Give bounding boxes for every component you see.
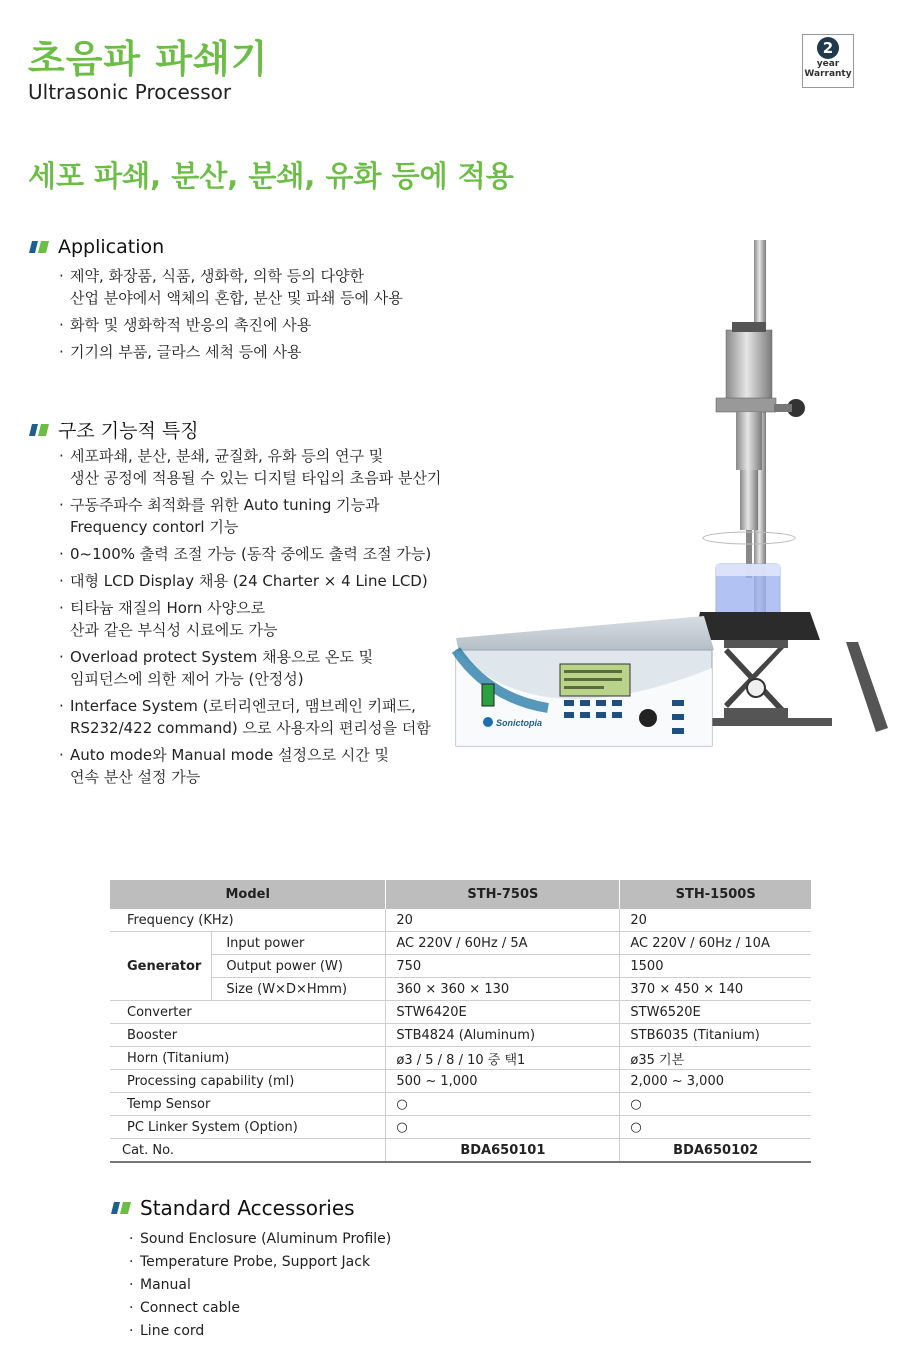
row-label: Frequency (KHz)	[110, 909, 386, 932]
features-heading-text: 구조 기능적 특징	[58, 420, 199, 442]
section-mark-icon	[28, 240, 50, 254]
page-title-english: Ultrasonic Processor	[28, 80, 232, 104]
cell-value: AC 220V / 60Hz / 10A	[620, 932, 811, 955]
row-label: Converter	[110, 1001, 386, 1024]
application-item: · 제약, 화장품, 식품, 생화학, 의학 등의 다양한 산업 분야에서 액체의 혼합, 분산 및 파쇄 등에 사용	[56, 265, 436, 309]
features-heading	[28, 416, 199, 443]
application-item: · 화학 및 생화학적 반응의 촉진에 사용	[56, 314, 436, 336]
cell-value: ○	[620, 1116, 811, 1139]
row-label: Processing capability (ml)	[110, 1070, 386, 1093]
cell-value: 2,000 ~ 3,000	[620, 1070, 811, 1093]
feature-item: · 0~100% 출력 조절 가능 (동작 중에도 출력 조절 가능)	[56, 543, 456, 565]
cell-value: 360 × 360 × 130	[386, 978, 620, 1001]
table-row	[110, 1093, 811, 1116]
application-list	[56, 265, 436, 368]
feature-item: · 대형 LCD Display 채용 (24 Charter × 4 Line LCD)	[56, 570, 456, 592]
warranty-line1: year	[816, 59, 840, 69]
row-label: Temp Sensor	[110, 1093, 386, 1116]
cell-value: 20	[386, 909, 620, 932]
cat-no-value: BDA650101	[386, 1139, 620, 1163]
spec-table	[110, 880, 811, 1163]
feature-item: · 구동주파수 최적화를 위한 Auto tuning 기능과 Frequency contorl 기능	[56, 494, 456, 538]
product-image	[448, 238, 898, 768]
feature-item: · 티타늄 재질의 Horn 사양으로 산과 같은 부식성 시료에도 가능	[56, 597, 456, 641]
cell-value: 20	[620, 909, 811, 932]
accessories-heading-text: Standard Accessories	[140, 1196, 355, 1220]
warranty-years: 2	[817, 37, 839, 59]
warranty-line2: Warranty	[804, 69, 852, 79]
row-label: Booster	[110, 1024, 386, 1047]
feature-item: · Auto mode와 Manual mode 설정으로 시간 및 연속 분산 설정 가능	[56, 744, 456, 788]
column-header-sth750: STH-750S	[386, 880, 620, 909]
accessories-list	[126, 1228, 526, 1343]
application-heading-text: Application	[58, 236, 165, 258]
cell-value: 1500	[620, 955, 811, 978]
section-mark-icon	[110, 1201, 132, 1215]
cell-value: ○	[386, 1093, 620, 1116]
cell-value: STB6035 (Titanium)	[620, 1024, 811, 1047]
cell-value: ø35 기본	[620, 1047, 811, 1070]
column-header-model: Model	[110, 880, 386, 909]
table-row	[110, 1024, 811, 1047]
feature-item: · 세포파쇄, 분산, 분쇄, 균질화, 유화 등의 연구 및 생산 공정에 적용될 수 있는 디지털 타입의 초음파 분산기	[56, 445, 456, 489]
accessory-item: · Line cord	[126, 1320, 526, 1342]
section-mark-icon	[28, 423, 50, 437]
cell-value: ø3 / 5 / 8 / 10 중 택1	[386, 1047, 620, 1070]
cell-value: ○	[386, 1116, 620, 1139]
table-row	[110, 909, 811, 932]
row-label: PC Linker System (Option)	[110, 1116, 386, 1139]
cell-value: ○	[620, 1093, 811, 1116]
feature-item: · Overload protect System 채용으로 온도 및 임피던스에 의한 제어 가능 (안정성)	[56, 646, 456, 690]
features-list	[56, 445, 456, 793]
cell-value: 370 × 450 × 140	[620, 978, 811, 1001]
page-subtitle: 세포 파쇄, 분산, 분쇄, 유화 등에 적용	[28, 159, 514, 193]
table-row	[110, 978, 811, 1001]
product-brand-label: Sonictopia	[496, 718, 543, 728]
table-row	[110, 1116, 811, 1139]
table-row	[110, 932, 811, 955]
cell-value: 500 ~ 1,000	[386, 1070, 620, 1093]
row-label: Cat. No.	[110, 1139, 386, 1163]
warranty-badge	[802, 34, 854, 88]
cell-value: 750	[386, 955, 620, 978]
table-row	[110, 955, 811, 978]
cell-value: STW6420E	[386, 1001, 620, 1024]
cell-value: STB4824 (Aluminum)	[386, 1024, 620, 1047]
table-row	[110, 1001, 811, 1024]
table-row	[110, 1070, 811, 1093]
accessories-heading	[110, 1196, 355, 1220]
row-label: Size (W×D×Hmm)	[212, 978, 386, 1001]
accessory-item: · Connect cable	[126, 1297, 526, 1319]
accessory-item: · Sound Enclosure (Aluminum Profile)	[126, 1228, 526, 1250]
row-label: Input power	[212, 932, 386, 955]
table-row-cat-no	[110, 1139, 811, 1163]
feature-item: · Interface System (로터리엔코더, 맴브레인 키패드, RS232/422 command) 으로 사용자의 편리성을 더함	[56, 695, 456, 739]
row-label: Output power (W)	[212, 955, 386, 978]
accessory-item: · Temperature Probe, Support Jack	[126, 1251, 526, 1273]
spec-table-header	[110, 880, 811, 909]
accessory-item: · Manual	[126, 1274, 526, 1296]
application-heading	[28, 236, 164, 258]
table-row	[110, 1047, 811, 1070]
row-group-generator: Generator	[110, 932, 212, 1001]
application-item: · 기기의 부품, 글라스 세척 등에 사용	[56, 341, 436, 363]
cell-value: STW6520E	[620, 1001, 811, 1024]
row-label: Horn (Titanium)	[110, 1047, 386, 1070]
cell-value: AC 220V / 60Hz / 5A	[386, 932, 620, 955]
cat-no-value: BDA650102	[620, 1139, 811, 1163]
page-title-korean: 초음파 파쇄기	[28, 37, 269, 81]
column-header-sth1500: STH-1500S	[620, 880, 811, 909]
